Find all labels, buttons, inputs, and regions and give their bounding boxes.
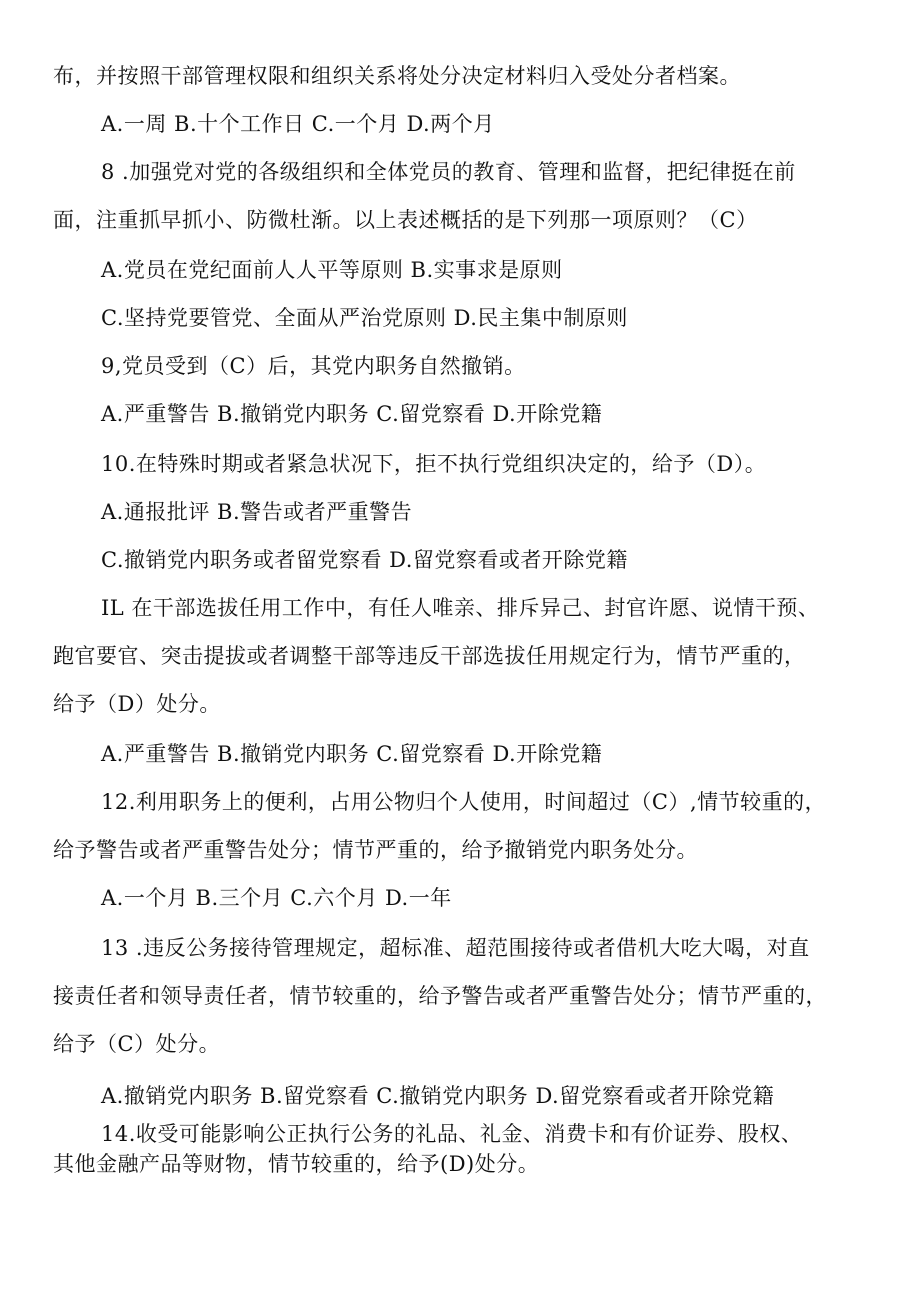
text-line: 其他金融产品等财物，情节较重的，给予(D)处分。 (53, 1152, 540, 1176)
text-line: A.一周 B.十个工作日 C.一个月 D.两个月 (101, 112, 495, 136)
text-line: 跑官要官、突击提拔或者调整干部等违反干部选拔任用规定行为，情节严重的， (53, 644, 806, 668)
text-line: A.通报批评 B.警告或者严重警告 (101, 500, 413, 524)
text-line: 12.利用职务上的便利，占用公物归个人使用，时间超过（C）,情节较重的， (101, 790, 827, 814)
text-line: IL 在干部选拔任用工作中，有任人唯亲、排斥异己、封官许愿、说情干预、 (101, 596, 820, 620)
text-line: A.一个月 B.三个月 C.六个月 D.一年 (101, 886, 452, 910)
text-line: 给予（D）处分。 (53, 692, 221, 716)
text-line: C.坚持党要管党、全面从严治党原则 D.民主集中制原则 (101, 306, 628, 330)
text-line: 接责任者和领导责任者，情节较重的，给予警告或者严重警告处分；情节严重的， (53, 984, 827, 1008)
text-line: 13 .违反公务接待管理规定，超标准、超范围接待或者借机大吃大喝，对直 (101, 936, 810, 960)
text-line: 14.收受可能影响公正执行公务的礼品、礼金、消费卡和有价证券、股权、 (101, 1122, 803, 1146)
text-line: 10.在特殊时期或者紧急状况下，拒不执行党组织决定的，给予（D）。 (101, 452, 767, 476)
text-line: 8 .加强党对党的各级组织和全体党员的教育、管理和监督，把纪律挺在前 (101, 160, 796, 184)
text-line: A.严重警告 B.撤销党内职务 C.留党察看 D.开除党籍 (101, 402, 603, 426)
text-line: 9,党员受到（C）后，其党内职务自然撤销。 (101, 354, 526, 378)
text-line: 面，注重抓早抓小、防微杜渐。以上表述概括的是下列那一项原则？（C） (53, 208, 758, 232)
text-line: 给予警告或者严重警告处分；情节严重的，给予撤销党内职务处分。 (53, 838, 698, 862)
text-line: C.撤销党内职务或者留党察看 D.留党察看或者开除党籍 (101, 548, 628, 572)
text-line: A.党员在党纪面前人人平等原则 B.实事求是原则 (101, 258, 563, 282)
text-line: 布，并按照干部管理权限和组织关系将处分决定材料归入受处分者档案。 (53, 64, 741, 88)
text-line: A.撤销党内职务 B.留党察看 C.撤销党内职务 D.留党察看或者开除党籍 (101, 1084, 775, 1108)
text-line: A.严重警告 B.撤销党内职务 C.留党察看 D.开除党籍 (101, 742, 603, 766)
text-line: 给予（C）处分。 (53, 1032, 221, 1056)
